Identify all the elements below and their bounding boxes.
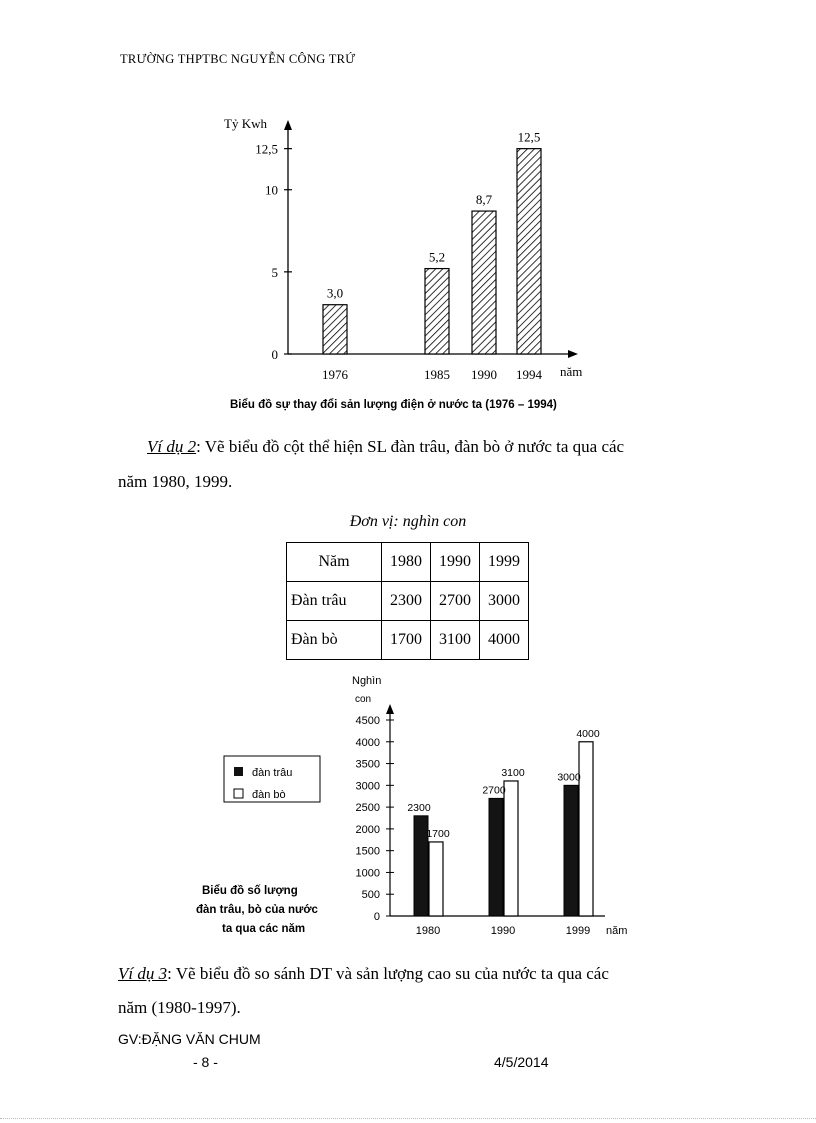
- legend-swatch-buffalo: [234, 767, 243, 776]
- x-axis-label: năm: [606, 925, 628, 937]
- bar: [323, 305, 347, 354]
- x-tick-label: 1990: [471, 367, 497, 382]
- bar-buffalo: [489, 798, 503, 916]
- y-tick-label: 3000: [355, 780, 380, 793]
- y-tick-label: 1500: [355, 845, 380, 858]
- y-tick-label: 12,5: [255, 141, 278, 157]
- page-number: - 8 -: [193, 1054, 218, 1070]
- table-cell: 2700: [431, 582, 480, 621]
- legend-swatch-cattle: [234, 789, 243, 798]
- table-cell: 2300: [382, 582, 431, 621]
- data-label-cattle: 3100: [501, 766, 525, 779]
- legend-label-buffalo: đàn trâu: [252, 767, 293, 779]
- x-tick-label: 1980: [415, 925, 441, 937]
- bar-cattle: [429, 842, 443, 916]
- x-tick-label: 1976: [322, 367, 348, 382]
- chart-title: Biểu đồ sự thay đổi sản lượng điện ở nước ta (1976 – 1994): [230, 399, 557, 411]
- y-tick-label: 2000: [355, 823, 380, 836]
- data-label: 8,7: [475, 192, 493, 208]
- legend-label-cattle: đàn bò: [252, 789, 286, 801]
- page-bottom-divider: [0, 1118, 816, 1119]
- y-tick-label: 1000: [355, 867, 380, 880]
- data-label-buffalo: 3000: [557, 771, 581, 784]
- example-3-text: : Vẽ biểu đồ so sánh DT và sản lượng cao su của nước ta qua các: [167, 964, 609, 983]
- x-axis-arrow: [568, 350, 578, 358]
- bar-buffalo: [564, 785, 578, 916]
- example-3-label: Ví dụ 3: [118, 964, 168, 983]
- bar-cattle: [504, 781, 518, 916]
- table-row: [287, 582, 529, 621]
- table-cell: 3100: [431, 621, 480, 660]
- table-cell: 1990: [431, 543, 480, 582]
- chart-title-line-3: ta qua các năm: [222, 923, 306, 935]
- chart-title-line-2: đàn trâu, bò của nước: [196, 904, 318, 916]
- y-axis-arrow: [284, 120, 292, 130]
- x-tick-label: 1999: [565, 925, 591, 937]
- x-tick-label: 1990: [490, 925, 516, 937]
- y-tick-label: 3500: [355, 758, 380, 771]
- x-tick-label: 1994: [516, 367, 542, 382]
- livestock-bar-chart: [190, 668, 650, 948]
- example-2-label: Ví dụ 2: [147, 437, 197, 456]
- table-cell: 1999: [480, 543, 529, 582]
- bar: [472, 211, 496, 354]
- chart-title-line-1: Biểu đồ số lượng: [202, 885, 298, 897]
- table-cell: 1700: [382, 621, 431, 660]
- y-tick-label: 0: [271, 347, 278, 362]
- y-axis-arrow: [386, 704, 394, 714]
- table-cell: 1980: [382, 543, 431, 582]
- example-2-line-1: [147, 437, 624, 457]
- data-table: [286, 542, 529, 660]
- electricity-bar-chart: [200, 108, 620, 418]
- data-label: 3,0: [326, 285, 344, 301]
- table-cell: 4000: [480, 621, 529, 660]
- data-label-cattle: 1700: [426, 827, 450, 840]
- school-header: TRƯỜNG THPTBC NGUYỄN CÔNG TRỨ: [120, 52, 356, 66]
- y-tick-label: 4500: [355, 715, 380, 727]
- data-label-cattle: 4000: [576, 727, 600, 740]
- y-axis-label-line-1: Nghìn: [352, 675, 382, 687]
- bar: [517, 149, 541, 354]
- y-tick-label: 5: [271, 264, 278, 280]
- data-label-buffalo: 2300: [407, 801, 431, 814]
- example-3-line-2: năm (1980-1997).: [118, 998, 241, 1017]
- y-tick-label: 4000: [355, 736, 380, 749]
- table-header-row: [287, 543, 529, 582]
- example-2-text: : Vẽ biểu đồ cột thể hiện SL đàn trâu, đàn bò ở nước ta qua các: [196, 437, 625, 456]
- unit-note: Đơn vị: nghìn con: [349, 513, 467, 530]
- y-tick-label: 2500: [355, 802, 380, 815]
- table-cell: 3000: [480, 582, 529, 621]
- footer-date: 4/5/2014: [494, 1054, 549, 1070]
- data-label: 12,5: [517, 129, 541, 145]
- table-cell: Năm: [287, 543, 382, 582]
- bar: [425, 269, 449, 354]
- example-3-line-1: [118, 964, 609, 984]
- teacher-name: GV:ĐẶNG VĂN CHUM: [118, 1031, 261, 1047]
- data-label-buffalo: 2700: [482, 784, 506, 797]
- x-tick-label: 1985: [424, 367, 450, 382]
- table-row: [287, 621, 529, 660]
- bar-cattle: [579, 742, 593, 916]
- y-tick-label: 500: [361, 889, 380, 902]
- y-tick-label: 0: [373, 911, 380, 923]
- table-cell: Đàn bò: [287, 621, 382, 660]
- data-label: 5,2: [428, 249, 446, 265]
- table-cell: Đàn trâu: [287, 582, 382, 621]
- y-axis-label: Tỷ Kwh: [224, 116, 267, 131]
- x-axis-label: năm: [560, 364, 583, 379]
- example-2-line-2: năm 1980, 1999.: [118, 472, 233, 491]
- y-axis-label-line-2: con: [355, 694, 372, 705]
- y-tick-label: 10: [265, 182, 278, 198]
